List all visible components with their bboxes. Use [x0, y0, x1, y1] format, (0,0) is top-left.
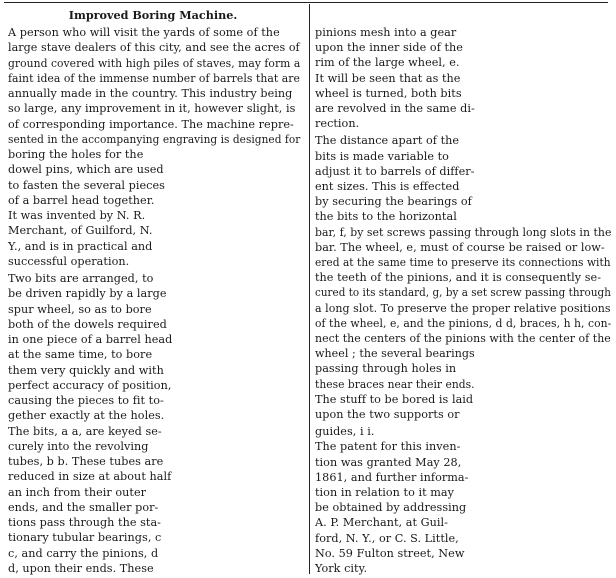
- right-column-line: cured to its standard, g, by a set screw passing through: [315, 286, 611, 300]
- right-column-line: 1861, and further informa-: [315, 470, 469, 484]
- right-column-line: bits is made variable to: [315, 149, 449, 163]
- left-column-line: tions pass through the sta-: [8, 516, 162, 530]
- right-column-line: rim of the large wheel, e.: [315, 56, 460, 70]
- right-column-line: upon the two supports or: [315, 408, 460, 422]
- right-column-line: wheel ; the several bearings: [315, 347, 475, 361]
- right-column-line: the bits to the horizontal: [315, 210, 457, 224]
- right-column-line: ford, N. Y., or C. S. Little,: [315, 531, 459, 545]
- left-column-line: so large, any improvement in it, however slight, is: [8, 102, 296, 116]
- top-rule: [4, 2, 608, 3]
- right-column-line: the teeth of the pinions, and it is consequently se-: [315, 271, 602, 285]
- left-column-line: dowel pins, which are used: [8, 163, 164, 177]
- left-column-line: tubes, b b. These tubes are: [8, 455, 164, 469]
- left-column-line: curely into the revolving: [8, 439, 149, 453]
- left-column-line: perfect accuracy of position,: [8, 378, 172, 392]
- right-column-line: The distance apart of the: [315, 134, 460, 148]
- left-column-line: sented in the accompanying engraving is designed for: [8, 132, 301, 146]
- right-column-line: ered at the same time to preserve its connections with: [315, 255, 611, 269]
- left-column-line: It was invented by N. R.: [8, 209, 146, 223]
- right-column-line: It will be seen that as the: [315, 71, 461, 85]
- right-column-line: wheel is turned, both bits: [315, 86, 462, 100]
- left-column-line: c, and carry the pinions, d: [8, 546, 159, 560]
- left-column-line: Two bits are arranged, to: [8, 272, 154, 286]
- left-column-line: faint idea of the immense number of barrels that are: [8, 71, 300, 85]
- right-column-line: A. P. Merchant, at Guil-: [315, 516, 448, 530]
- right-column-line: guides, i i.: [315, 425, 375, 439]
- left-column-line: an inch from their outer: [8, 485, 147, 499]
- right-column-line: bar. The wheel, e, must of course be raised or low-: [315, 240, 605, 254]
- left-column-line: reduced in size at about half: [8, 470, 172, 484]
- left-column-line: of corresponding importance. The machine repre-: [8, 117, 294, 131]
- article-title: Improved Boring Machine.: [68, 8, 238, 22]
- left-column-line: boring the holes for the: [8, 148, 144, 162]
- right-column-line: rection.: [315, 117, 360, 131]
- left-column-line: to fasten the several pieces: [8, 178, 165, 192]
- right-column-line: these braces near their ends.: [315, 377, 475, 391]
- left-column-line: ends, and the smaller por-: [8, 500, 159, 514]
- left-column-line: tionary tubular bearings, c: [8, 531, 162, 545]
- right-column-line: adjust it to barrels of differ-: [315, 164, 475, 178]
- left-column-line: of a barrel head together.: [8, 193, 155, 207]
- left-column-line: in one piece of a barrel head: [8, 333, 173, 347]
- right-column-line: passing through holes in: [315, 362, 457, 376]
- right-column-line: tion was granted May 28,: [315, 455, 462, 469]
- left-column-line: ground covered with high piles of staves, may form a: [8, 56, 301, 70]
- left-column-line: them very quickly and with: [8, 363, 164, 377]
- left-column-line: large stave dealers of this city, and see the acres of: [8, 41, 300, 55]
- right-column-line: of the wheel, e, and the pinions, d d, braces, h h, con-: [315, 316, 612, 330]
- left-column-line: Y., and is in practical and: [8, 239, 153, 253]
- right-column-line: tion in relation to it may: [315, 485, 455, 499]
- right-column-line: The patent for this inven-: [315, 440, 461, 454]
- right-column-line: nect the centers of the pinions with the center of the: [315, 332, 611, 345]
- right-column-line: are revolved in the same di-: [315, 102, 475, 116]
- right-column-line: be obtained by addressing: [315, 501, 467, 515]
- left-column-line: A person who will visit the yards of some of the: [8, 26, 280, 39]
- column-divider: [309, 4, 310, 574]
- left-column-line: annually made in the country. This industry being: [8, 87, 293, 101]
- left-column-line: at the same time, to bore: [8, 348, 153, 362]
- left-column-line: both of the dowels required: [8, 317, 167, 331]
- right-column-line: The stuff to be bored is laid: [315, 392, 474, 406]
- right-column-line: by securing the bearings of: [315, 195, 472, 209]
- right-column-line: ent sizes. This is effected: [315, 179, 460, 193]
- right-column-line: bar, f, by set screws passing through long slots in the: [315, 225, 612, 239]
- left-column-line: causing the pieces to fit to-: [8, 394, 164, 408]
- right-column-line: York city.: [315, 562, 368, 575]
- right-column-line: a long slot. To preserve the proper relative positions: [315, 301, 611, 315]
- left-column-line: The bits, a a, are keyed se-: [8, 424, 162, 438]
- left-column-line: spur wheel, so as to bore: [8, 302, 152, 316]
- left-column-line: Merchant, of Guilford, N.: [8, 224, 153, 238]
- right-column-line: No. 59 Fulton street, New: [315, 546, 465, 560]
- right-column-line: upon the inner side of the: [315, 41, 463, 55]
- left-column-line: gether exactly at the holes.: [8, 409, 165, 423]
- left-column-line: d, upon their ends. These: [8, 562, 154, 575]
- left-column-line: be driven rapidly by a large: [8, 287, 167, 301]
- right-column-line: pinions mesh into a gear: [315, 26, 457, 39]
- left-column-line: successful operation.: [8, 254, 130, 268]
